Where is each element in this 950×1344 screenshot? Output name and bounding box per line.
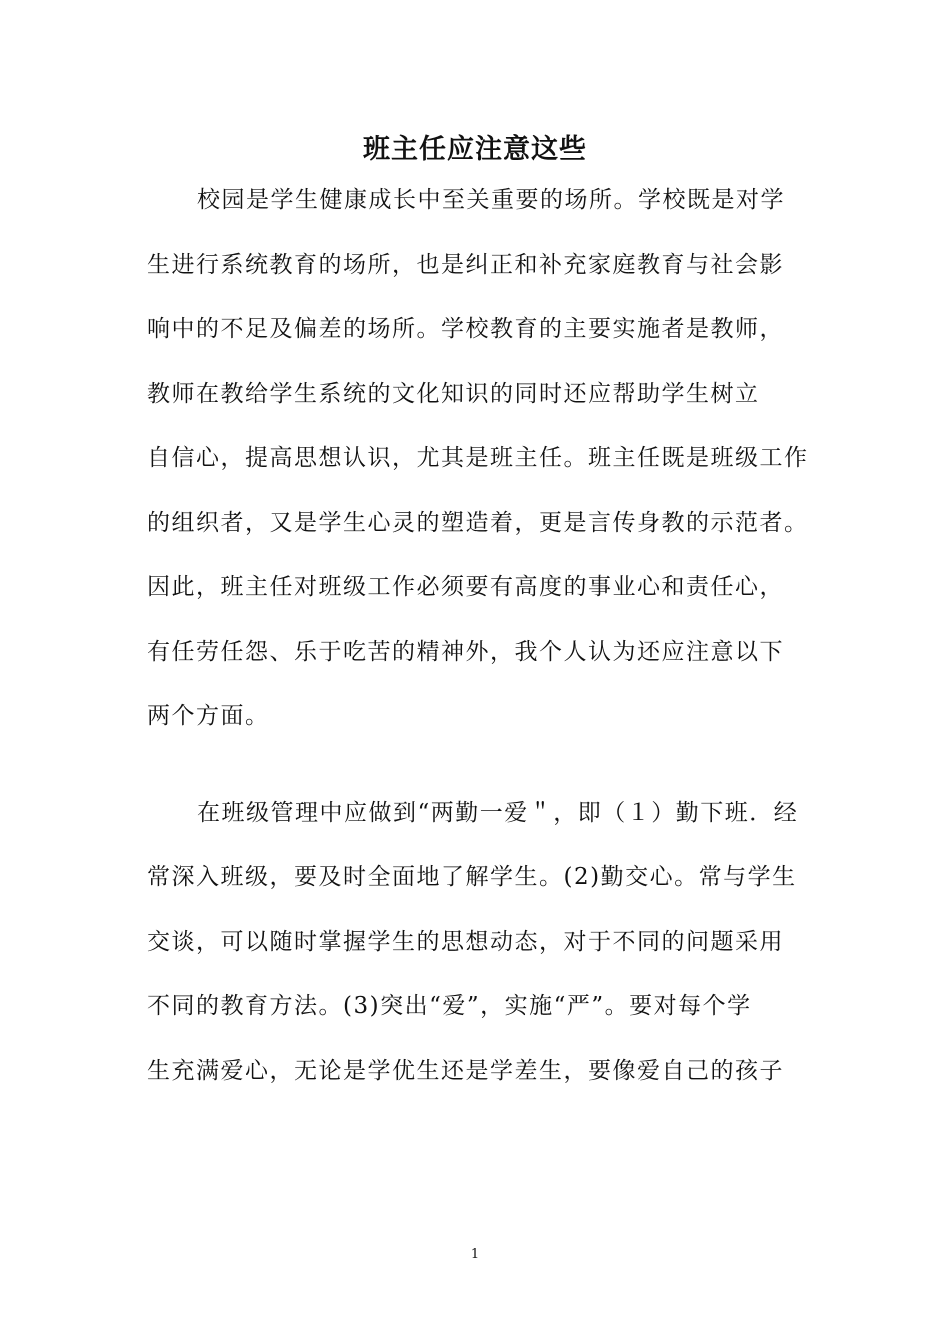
- text-line: 交谈，可以随时掌握学生的思想动态，对于不同的问题采用: [147, 928, 784, 955]
- text-line: 自信心，提高思想认识，尤其是班主任。班主任既是班级工作: [147, 445, 809, 471]
- text-line: 常深入班级，要及时全面地了解学生。(2)勤交心。常与学生: [147, 864, 797, 890]
- text-line: 有任劳任怨、乐于吃苦的精神外，我个人认为还应注意以下: [147, 638, 784, 665]
- page-number: 1: [470, 1247, 480, 1262]
- text-line: 教师在教给学生系统的文化知识的同时还应帮助学生树立: [147, 380, 760, 407]
- paragraph-gap: [147, 759, 807, 791]
- text-line: 生进行系统教育的场所，也是纠正和补充家庭教育与社会影: [147, 251, 784, 278]
- text-line: 在班级管理中应做到“两勤一爱＂，即（１）勤下班．经: [197, 799, 799, 826]
- text-line: 的组织者，又是学生心灵的塑造着，更是言传身教的示范者。: [147, 509, 809, 536]
- paragraph-1: [147, 178, 807, 759]
- text-line: 响中的不足及偏差的场所。学校教育的主要实施者是教师，: [147, 316, 784, 342]
- document-body: [147, 178, 807, 1113]
- text-line: 因此，班主任对班级工作必须要有高度的事业心和责任心，: [147, 574, 784, 600]
- text-line: 不同的教育方法。(3)突出“爱”，实施“严”。要对每个学: [147, 993, 752, 1019]
- document-title: 班主任应注意这些: [363, 134, 587, 165]
- text-line: 两个方面。: [147, 703, 270, 729]
- paragraph-2: [147, 791, 807, 1114]
- text-line: 生充满爱心，无论是学优生还是学差生，要像爱自己的孩子: [147, 1057, 784, 1084]
- text-line: 校园是学生健康成长中至关重要的场所。学校既是对学: [197, 187, 785, 213]
